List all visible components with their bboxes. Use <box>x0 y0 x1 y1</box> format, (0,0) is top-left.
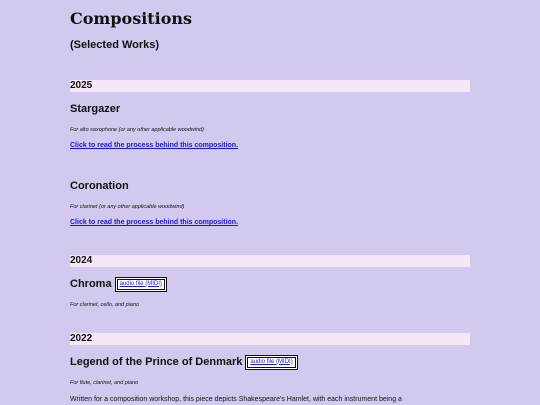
process-link-coronation[interactable]: Click to read the process behind this composition. <box>70 219 239 226</box>
work-title-legend-of-the-prince-of-denmark <box>70 356 296 368</box>
work-title-chroma <box>70 278 165 290</box>
work-instrumentation: For clarinet, cello, and piano <box>70 302 140 308</box>
page-subtitle: (Selected Works) <box>70 39 160 51</box>
year-heading-2022: 2022 <box>70 333 470 345</box>
work-title-coronation <box>70 180 129 192</box>
work-instrumentation: For clarinet (or any other applicable woodwind) <box>70 204 185 210</box>
work-instrumentation: For flute, clarinet, and piano <box>70 380 139 386</box>
audio-file-button[interactable]: audio file (MIDI) <box>117 279 165 290</box>
year-heading-2025: 2025 <box>70 80 470 92</box>
work-title-text: Chroma <box>70 278 112 290</box>
work-title-stargazer <box>70 103 120 115</box>
work-title-text: Stargazer <box>70 103 121 115</box>
process-link-stargazer[interactable]: Click to read the process behind this composition. <box>70 142 239 149</box>
work-title-text: Coronation <box>70 180 129 192</box>
page-title: Compositions <box>70 9 193 28</box>
work-title-text: Legend of the Prince of Denmark <box>70 356 243 368</box>
audio-file-button[interactable]: audio file (MIDI) <box>247 357 295 368</box>
work-instrumentation: For alto saxophone (or any other applicable woodwind) <box>70 127 204 133</box>
work-description: Written for a composition workshop, this piece depicts Shakespeare's Hamlet, with each instrument being a <box>70 396 402 403</box>
year-heading-2024: 2024 <box>70 255 470 267</box>
